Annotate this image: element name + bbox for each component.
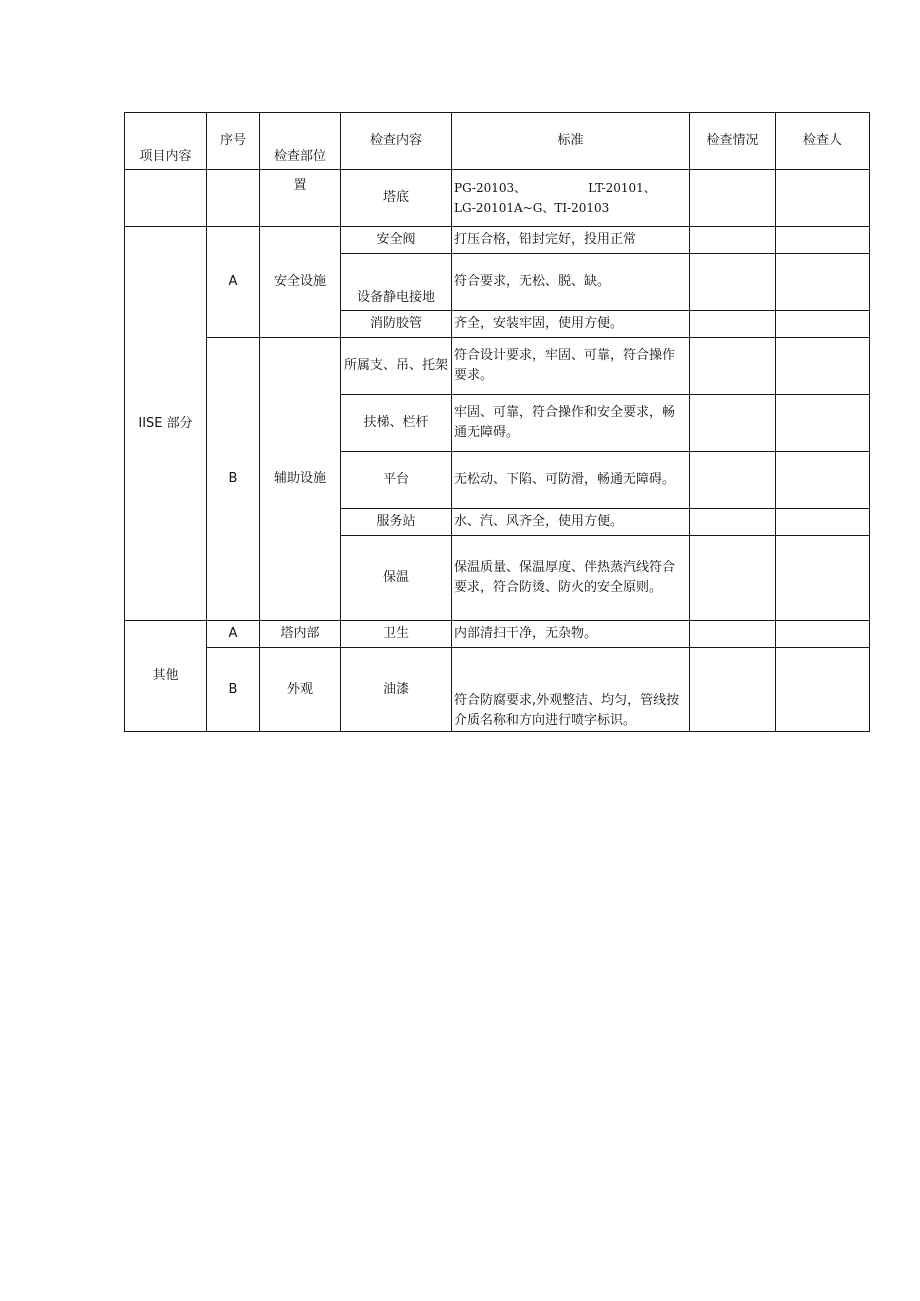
seq-cell: A bbox=[207, 621, 260, 648]
header-location: 检查部位 bbox=[260, 113, 341, 170]
location-cell: 置 bbox=[260, 170, 341, 227]
header-item: 项目内容 bbox=[125, 113, 207, 170]
seq-cell bbox=[207, 170, 260, 227]
seq-cell: B bbox=[207, 648, 260, 732]
table-row bbox=[125, 227, 870, 254]
header-content: 检查内容 bbox=[341, 113, 452, 170]
content-cell: 安全阀 bbox=[341, 227, 452, 254]
content-cell: 消防胶管 bbox=[341, 311, 452, 338]
seq-a: A bbox=[207, 227, 260, 338]
standard-cell: 无松动、下陷、可防滑，畅通无障碍。 bbox=[452, 452, 690, 509]
status-cell[interactable] bbox=[690, 452, 776, 509]
inspector-cell[interactable] bbox=[776, 227, 870, 254]
section-label-other: 其他 bbox=[125, 621, 207, 732]
table-row bbox=[125, 338, 870, 395]
header-seq: 序号 bbox=[207, 113, 260, 170]
location-safety: 安全设施 bbox=[260, 227, 341, 338]
header-row bbox=[125, 113, 870, 170]
section-label-hse: IISE 部分 bbox=[125, 227, 207, 621]
inspector-cell[interactable] bbox=[776, 648, 870, 732]
inspector-cell[interactable] bbox=[776, 254, 870, 311]
status-cell[interactable] bbox=[690, 338, 776, 395]
content-cell: 平台 bbox=[341, 452, 452, 509]
item-cell bbox=[125, 170, 207, 227]
inspector-cell[interactable] bbox=[776, 170, 870, 227]
content-cell: 油漆 bbox=[341, 648, 452, 732]
inspector-cell[interactable] bbox=[776, 338, 870, 395]
standard-cell bbox=[452, 170, 690, 227]
inspector-cell[interactable] bbox=[776, 621, 870, 648]
status-cell[interactable] bbox=[690, 254, 776, 311]
status-cell[interactable] bbox=[690, 648, 776, 732]
content-cell: 卫生 bbox=[341, 621, 452, 648]
status-cell[interactable] bbox=[690, 536, 776, 621]
inspector-cell[interactable] bbox=[776, 311, 870, 338]
standard-line-2: LG-20101A~G、TI-20103 bbox=[454, 201, 610, 215]
table-row bbox=[125, 648, 870, 732]
inspector-cell[interactable] bbox=[776, 452, 870, 509]
seq-b: B bbox=[207, 338, 260, 621]
status-cell[interactable] bbox=[690, 227, 776, 254]
standard-cell: 符合要求，无松、脱、缺。 bbox=[452, 254, 690, 311]
standard-cell: 牢固、可靠，符合操作和安全要求，畅通无障碍。 bbox=[452, 395, 690, 452]
standard-cell: 内部清扫干净，无杂物。 bbox=[452, 621, 690, 648]
content-cell: 服务站 bbox=[341, 509, 452, 536]
status-cell[interactable] bbox=[690, 170, 776, 227]
content-cell: 保温 bbox=[341, 536, 452, 621]
content-cell: 所属支、吊、托架 bbox=[341, 338, 452, 395]
status-cell[interactable] bbox=[690, 509, 776, 536]
status-cell[interactable] bbox=[690, 621, 776, 648]
content-cell: 设备静电接地 bbox=[341, 254, 452, 311]
header-inspector: 检查人 bbox=[776, 113, 870, 170]
location-cell: 外观 bbox=[260, 648, 341, 732]
inspector-cell[interactable] bbox=[776, 536, 870, 621]
standard-cell: 符合设计要求，牢固、可靠，符合操作要求。 bbox=[452, 338, 690, 395]
standard-cell: 符合防腐要求,外观整洁、均匀，管线按介质名称和方向进行喷字标识。 bbox=[452, 648, 690, 732]
standard-cell: 打压合格，铅封完好，投用正常 bbox=[452, 227, 690, 254]
header-standard: 标准 bbox=[452, 113, 690, 170]
content-cell: 塔底 bbox=[341, 170, 452, 227]
table-row bbox=[125, 621, 870, 648]
status-cell[interactable] bbox=[690, 311, 776, 338]
standard-cell: 齐全，安装牢固，使用方便。 bbox=[452, 311, 690, 338]
standard-cell: 保温质量、保温厚度、伴热蒸汽线符合要求，符合防烫、防火的安全原则。 bbox=[452, 536, 690, 621]
standard-cell: 水、汽、风齐全，使用方便。 bbox=[452, 509, 690, 536]
continuation-row bbox=[125, 170, 870, 227]
inspector-cell[interactable] bbox=[776, 509, 870, 536]
inspector-cell[interactable] bbox=[776, 395, 870, 452]
location-auxiliary: 辅助设施 bbox=[260, 338, 341, 621]
status-cell[interactable] bbox=[690, 395, 776, 452]
inspection-table bbox=[124, 112, 870, 732]
location-cell: 塔内部 bbox=[260, 621, 341, 648]
header-status: 检查情况 bbox=[690, 113, 776, 170]
content-cell: 扶梯、栏杆 bbox=[341, 395, 452, 452]
standard-line-1: PG-20103、 LT-20101、 bbox=[454, 181, 656, 195]
